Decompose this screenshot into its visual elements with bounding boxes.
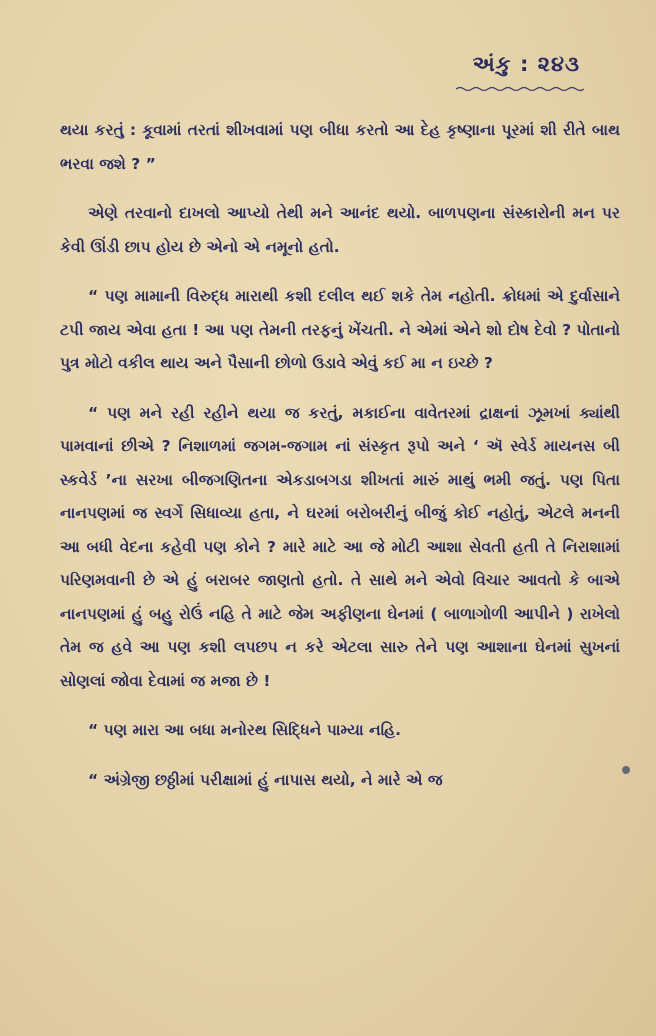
paragraph: થયા કરતું : કૂવામાં તરતાં શીખવામાં પણ બીધા કરતો આ દેહ કૃષ્ણાના પૂરમાં શી રીતે બાથ ભરવા જશે ? ” — [60, 121, 620, 173]
paragraph: “ પણ મને રહી રહીને થયા જ કરતું, મકાઈના વાવેતરમાં દ્રાક્ષનાં ઝૂમખાં ક્યાંથી પામવાનાં છીએ ? નિશાળમાં જગમ-જગામ નાં સંસ્કૃત રૂપો અને ‘ ઍ સ્વેર્ડ માયનસ બી સ્કવેર્ડ ’ના સરખા બીજગણિતના એકડાબગડા શીખતાં મારું માથું ભમી જતું. પણ પિતા નાનપણમાં જ સ્વર્ગે સિધાવ્યા હતા, ને ઘરમાં બરોબરીનું બીજું કોઈ નહોતું, એટલે મનની આ બધી વેદના કહેવી પણ કોને ? મારે માટે આ જે મોટી આશા સેવતી હતી તે નિરાશામાં પરિણમવાની છે એ હું બરાબર જાણતો હતો. તે સાથે મને એવો વિચાર આવતો કે બાએ નાનપણમાં હું બહુ રોઉં નહિ તે માટે જેમ અફીણના ઘેનમાં ( બાળાગોળી આપીને ) રાખેલો તેમ જ હવે આ પણ કશી લપછપ ન કરે એટલા સારુ તેને પણ આશાના ઘેનમાં સુખનાં સોણલાં જોવા દેવામાં જ મજા છે ! — [60, 403, 620, 690]
ink-speck — [622, 766, 630, 774]
paragraph: “ અંગ્રેજી છઠ્ઠીમાં પરીક્ષામાં હું નાપાસ થયો, ને મારે એ જ — [88, 770, 443, 789]
paragraph: એણે તરવાનો દાખલો આપ્યો તેથી મને આનંદ થયો. બાળપણના સંસ્કારોની મન પર કેવી ઊંડી છાપ હોય છે એનો એ નમૂનો હતો. — [60, 204, 620, 256]
page-number: અંકુ : ૨૪૩ — [472, 52, 580, 76]
decorative-wavy-rule — [456, 86, 584, 92]
page-body — [60, 114, 620, 813]
paragraph: “ પણ મામાની વિરુદ્ધ મારાથી કશી દલીલ થઈ શકે તેમ નહોતી. ક્રોધમાં એ દુર્વાસાને ટપી જાય એવા હતા ! આ પણ તેમની તરફનું ખેંચતી. ને એમાં એને શો દોષ દેવો ? પોતાનો પુત્ર મોટો વકીલ થાય અને પૈસાની છોળો ઉડાવે એવું કઈ મા ન ઇચ્છે ? — [60, 287, 620, 372]
page-header — [473, 52, 580, 77]
paragraph: “ પણ મારા આ બધા મનોરથ સિદ્ધિને પામ્યા નહિ. — [88, 721, 402, 739]
